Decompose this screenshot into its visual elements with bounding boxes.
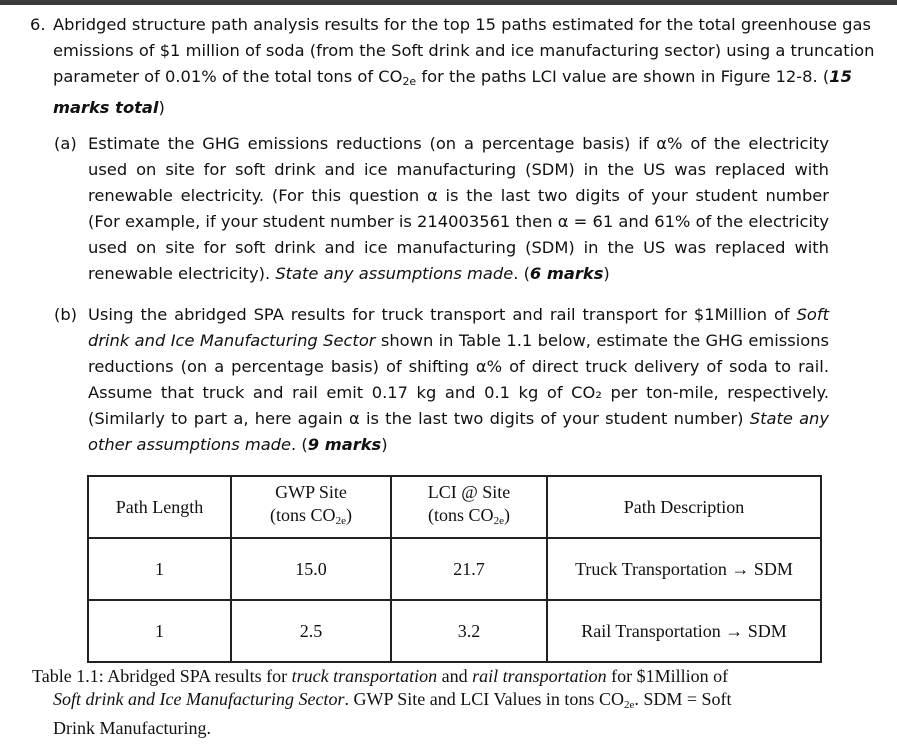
part-a-marks: 6 marks (529, 264, 604, 283)
cell-description: Rail Transportation → SDM (547, 600, 821, 662)
part-a-label: (a) (54, 134, 77, 153)
part-b (54, 302, 829, 458)
part-a-text: Estimate the GHG emissions reductions (on a percentage basis) if α% of the electricity used on site for soft drink and ice manufacturing (SDM) in the US was replaced with renewable electricity. (For this question α is the last two digits of your student number (For example, if your student number is 214003561 then α = 61 and 61% of the electricity used on site for soft drink and ice manufacturing (SDM) in the US was replaced with renewable electricity). State any assumptions made. (6 marks) (88, 134, 829, 283)
header-path-length: Path Length (88, 476, 231, 538)
part-a (54, 131, 829, 287)
table-row (88, 600, 821, 662)
question-6 (30, 12, 880, 121)
cell-path-length: 1 (88, 600, 231, 662)
part-a-assumptions: State any assumptions made (275, 264, 514, 283)
header-lci-site: LCI @ Site (tons $CO_{2e}$) (391, 476, 547, 538)
table-header-row (88, 476, 821, 538)
part-b-assumptions: State any other assumptions made (88, 409, 830, 454)
question-text: Abridged structure path analysis results for the top 15 paths estimated for the total greenhouse gas emissions of $1 million of soda (from the Soft drink and ice manufacturing sector) using a truncation parameter of 0.01% of the total tons of $CO_{2e}$ for the paths LCI value are shown in Figure 12-8. (15 marks total) (53, 15, 875, 117)
header-path-description: Path Description (547, 476, 821, 538)
cell-gwp: 2.5 (231, 600, 391, 662)
spa-results-table (87, 475, 822, 663)
table-row (88, 538, 821, 600)
question-number: 6. (30, 15, 46, 34)
header-gwp-site: GWP Site (tons $CO_{2e}$) (231, 476, 391, 538)
table-caption: Table 1.1: Abridged SPA results for truck transportation and rail transportation for $1Million of Soft drink and Ice Manufacturing Sector. GWP Site and LCI Values in tons $CO_{2e}$. SDM = Soft Drink Manufacturing. (32, 666, 732, 738)
cell-lci: 3.2 (391, 600, 547, 662)
cell-lci: 21.7 (391, 538, 547, 600)
part-b-text: Using the abridged SPA results for truck transport and rail transport for $1Million of Soft drink and Ice Manufacturing Sector shown in Table 1.1 below, estimate the GHG emissions reductions (on a percentage basis) of shifting α% of direct truck delivery of soda to rail. Assume that truck and rail emit 0.17 kg and 0.1 kg of CO₂ per ton-mile, respectively. (Similarly to part a, here again α is the last two digits of your student number) State any other assumptions made. (9 marks) (88, 305, 830, 454)
cell-path-length: 1 (88, 538, 231, 600)
cell-gwp: 15.0 (231, 538, 391, 600)
part-b-marks: 9 marks (307, 435, 382, 454)
question-marks: 15 marks total (53, 67, 852, 117)
top-border (0, 0, 897, 5)
cell-description: Truck Transportation → SDM (547, 538, 821, 600)
part-b-label: (b) (54, 305, 78, 324)
